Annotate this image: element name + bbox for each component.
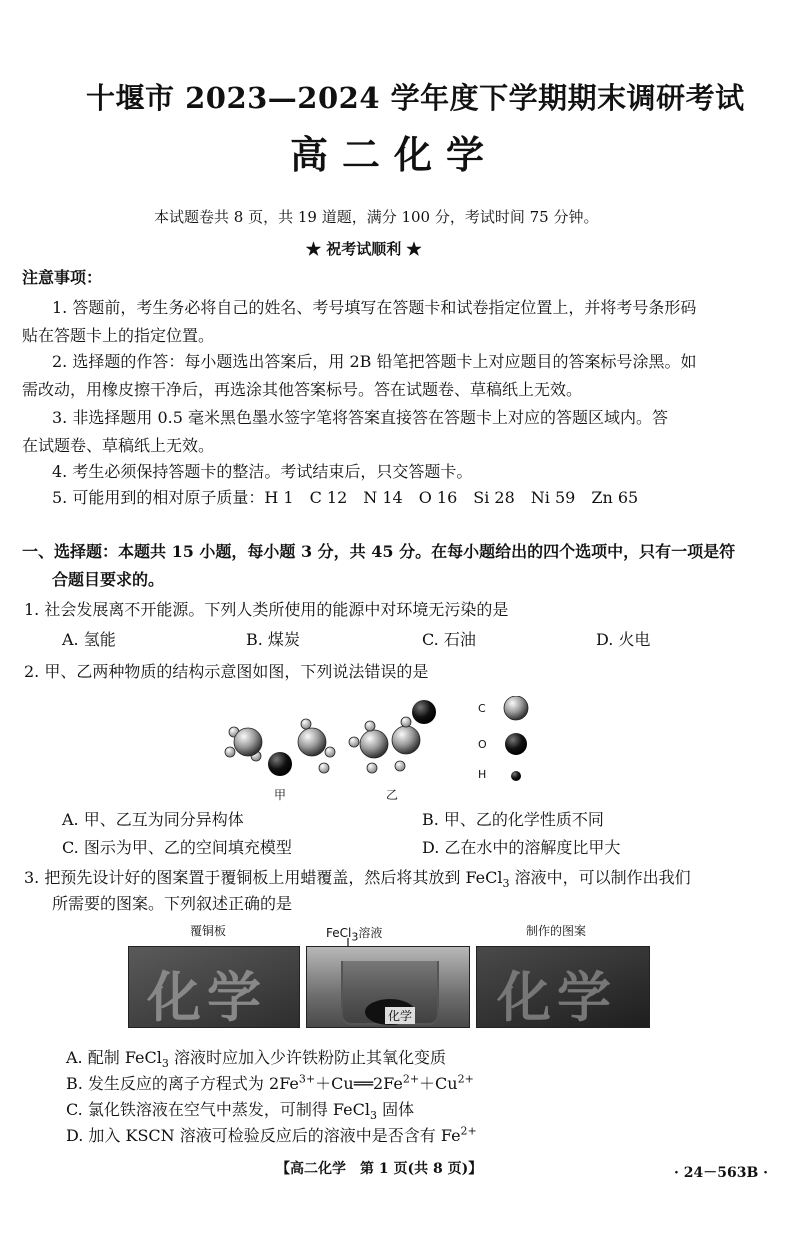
q3-a-text-2: 溶液时应加入少许铁粉防止其氧化变质	[168, 1048, 446, 1067]
legend-label-o: O	[478, 738, 487, 751]
fig-label-copper-board: 覆铜板	[190, 924, 227, 938]
q2-stem: 2. 甲、乙两种物质的结构示意图如图，下列说法错误的是	[24, 662, 429, 681]
q3-b-text-3: 2Fe	[372, 1074, 403, 1093]
q3-option-d	[66, 1124, 477, 1148]
fig2-label-text: FeCl	[326, 926, 352, 940]
q1-option-b: B. 煤炭	[246, 630, 300, 649]
footer-code: · 24－563B ·	[674, 1165, 769, 1181]
q3-b-text: B. 发生反应的离子方程式为 2Fe	[66, 1074, 299, 1093]
q3-b-equals: ══	[353, 1074, 373, 1093]
q3-c-subscript: 3	[370, 1109, 377, 1123]
note-3-line2: 在试题卷、草稿纸上无效。	[22, 436, 215, 455]
q3-option-c	[66, 1098, 414, 1122]
notes-heading: 注意事项：	[22, 268, 103, 287]
exam-info: 本试题卷共 8 页，共 19 道题，满分 100 分，考试时间 75 分钟。	[154, 208, 599, 226]
q1-option-d: D. 火电	[596, 630, 651, 649]
note-4: 4. 考生必须保持答题卡的整洁。考试结束后，只交答题卡。	[52, 462, 473, 481]
section-heading-line2: 合题目要求的。	[52, 570, 165, 589]
legend-oxygen-ball	[505, 733, 527, 755]
q3-option-b	[66, 1072, 474, 1096]
fig2-label-subscript: 3	[351, 930, 359, 944]
q3-d-text: D. 加入 KSCN 溶液可检验反应后的溶液中是否含有 Fe	[66, 1126, 461, 1145]
q3-stem-text-2: 溶液中，可以制作出我们	[509, 868, 691, 887]
q2-option-d: D. 乙在水中的溶解度比甲大	[422, 838, 621, 857]
note-2-line2: 需改动，用橡皮擦干净后，再选涂其他答案标号。答在试题卷、草稿纸上无效。	[22, 380, 583, 399]
q3-a-text: A. 配制 FeCl	[66, 1048, 162, 1067]
photo-fecl3-beaker	[306, 946, 470, 1028]
q2-option-b: B. 甲、乙的化学性质不同	[422, 810, 604, 829]
legend-carbon-ball	[504, 696, 528, 720]
note-1-line1: 1. 答题前，考生务必将自己的姓名、考号填写在答题卡和试卷指定位置上，并将考号条形码	[52, 298, 697, 317]
photo3-etched-text: 化学	[497, 965, 617, 1029]
photo-copper-board	[128, 946, 300, 1028]
note-1-line2: 贴在答题卡上的指定位置。	[22, 326, 215, 345]
note-3-line1: 3. 非选择题用 0.5 毫米黑色墨水签字笔将答案直接答在答题卡上对应的答题区域内。答	[52, 408, 668, 427]
q3-b-sup-2: 2+	[402, 1072, 420, 1086]
q3-stem-text: 3. 把预先设计好的图案置于覆铜板上用蜡覆盖，然后将其放到 FeCl	[24, 868, 503, 887]
photo1-wax-text: 化学	[147, 965, 267, 1029]
legend-label-h: H	[478, 768, 487, 781]
q2-molecule-figure	[220, 696, 540, 806]
note-2-line1: 2. 选择题的作答：每小题选出答案后，用 2B 铅笔把答题卡上对应题目的答案标号涂黑。如	[52, 352, 697, 371]
q3-d-superscript: 2+	[460, 1124, 477, 1138]
photo-etched-pattern	[476, 946, 650, 1028]
molecule-yi	[349, 700, 436, 773]
q3-a-subscript: 3	[161, 1057, 169, 1071]
legend-label-c: C	[478, 702, 486, 715]
q3-b-sup-1: 3+	[298, 1072, 316, 1086]
label-jia: 甲	[274, 788, 287, 802]
legend-hydrogen-ball	[511, 771, 521, 781]
q3-b-text-4: ＋Cu	[419, 1074, 458, 1093]
q3-b-sup-3: 2+	[457, 1072, 474, 1086]
good-luck-line: ★ 祝考试顺利 ★	[306, 240, 422, 258]
subject-title: 高二化学	[290, 132, 499, 177]
q1-option-c: C. 石油	[422, 630, 476, 649]
q3-stem-line1	[24, 866, 691, 890]
q2-option-c: C. 图示为甲、乙的空间填充模型	[62, 838, 292, 857]
q3-stem-line2: 所需要的图案。下列叙述正确的是	[52, 894, 293, 913]
q3-c-text: C. 氯化铁溶液在空气中蒸发，可制得 FeCl	[66, 1100, 370, 1119]
q2-option-a: A. 甲、乙互为同分异构体	[62, 810, 244, 829]
label-yi: 乙	[386, 788, 399, 802]
exam-title: 十堰市 2023—2024 学年度下学期期末调研考试	[86, 81, 745, 115]
q3-stem-subscript: 3	[502, 877, 510, 891]
q3-c-text-2: 固体	[377, 1100, 415, 1119]
q3-b-text-2: ＋Cu	[315, 1074, 354, 1093]
footer-page-info: 【高二化学 第 1 页(共 8 页)】	[276, 1161, 483, 1177]
q1-option-a: A. 氢能	[62, 630, 116, 649]
atom-legend	[504, 696, 528, 781]
molecule-jia	[225, 719, 335, 776]
fig-label-pattern: 制作的图案	[526, 924, 587, 938]
board-tag: 化学	[385, 1007, 415, 1024]
fig2-label-text-2: 溶液	[358, 926, 383, 940]
section-heading-line1: 一、选择题：本题共 15 小题，每小题 3 分，共 45 分。在每小题给出的四个选项中，只有一项是符	[22, 542, 736, 561]
note-5: 5. 可能用到的相对原子质量：H 1 C 12 N 14 O 16 Si 28 Ni 59 Zn 65	[52, 488, 639, 507]
q3-option-a	[66, 1046, 446, 1070]
q1-stem: 1. 社会发展离不开能源。下列人类所使用的能源中对环境无污染的是	[24, 600, 509, 619]
